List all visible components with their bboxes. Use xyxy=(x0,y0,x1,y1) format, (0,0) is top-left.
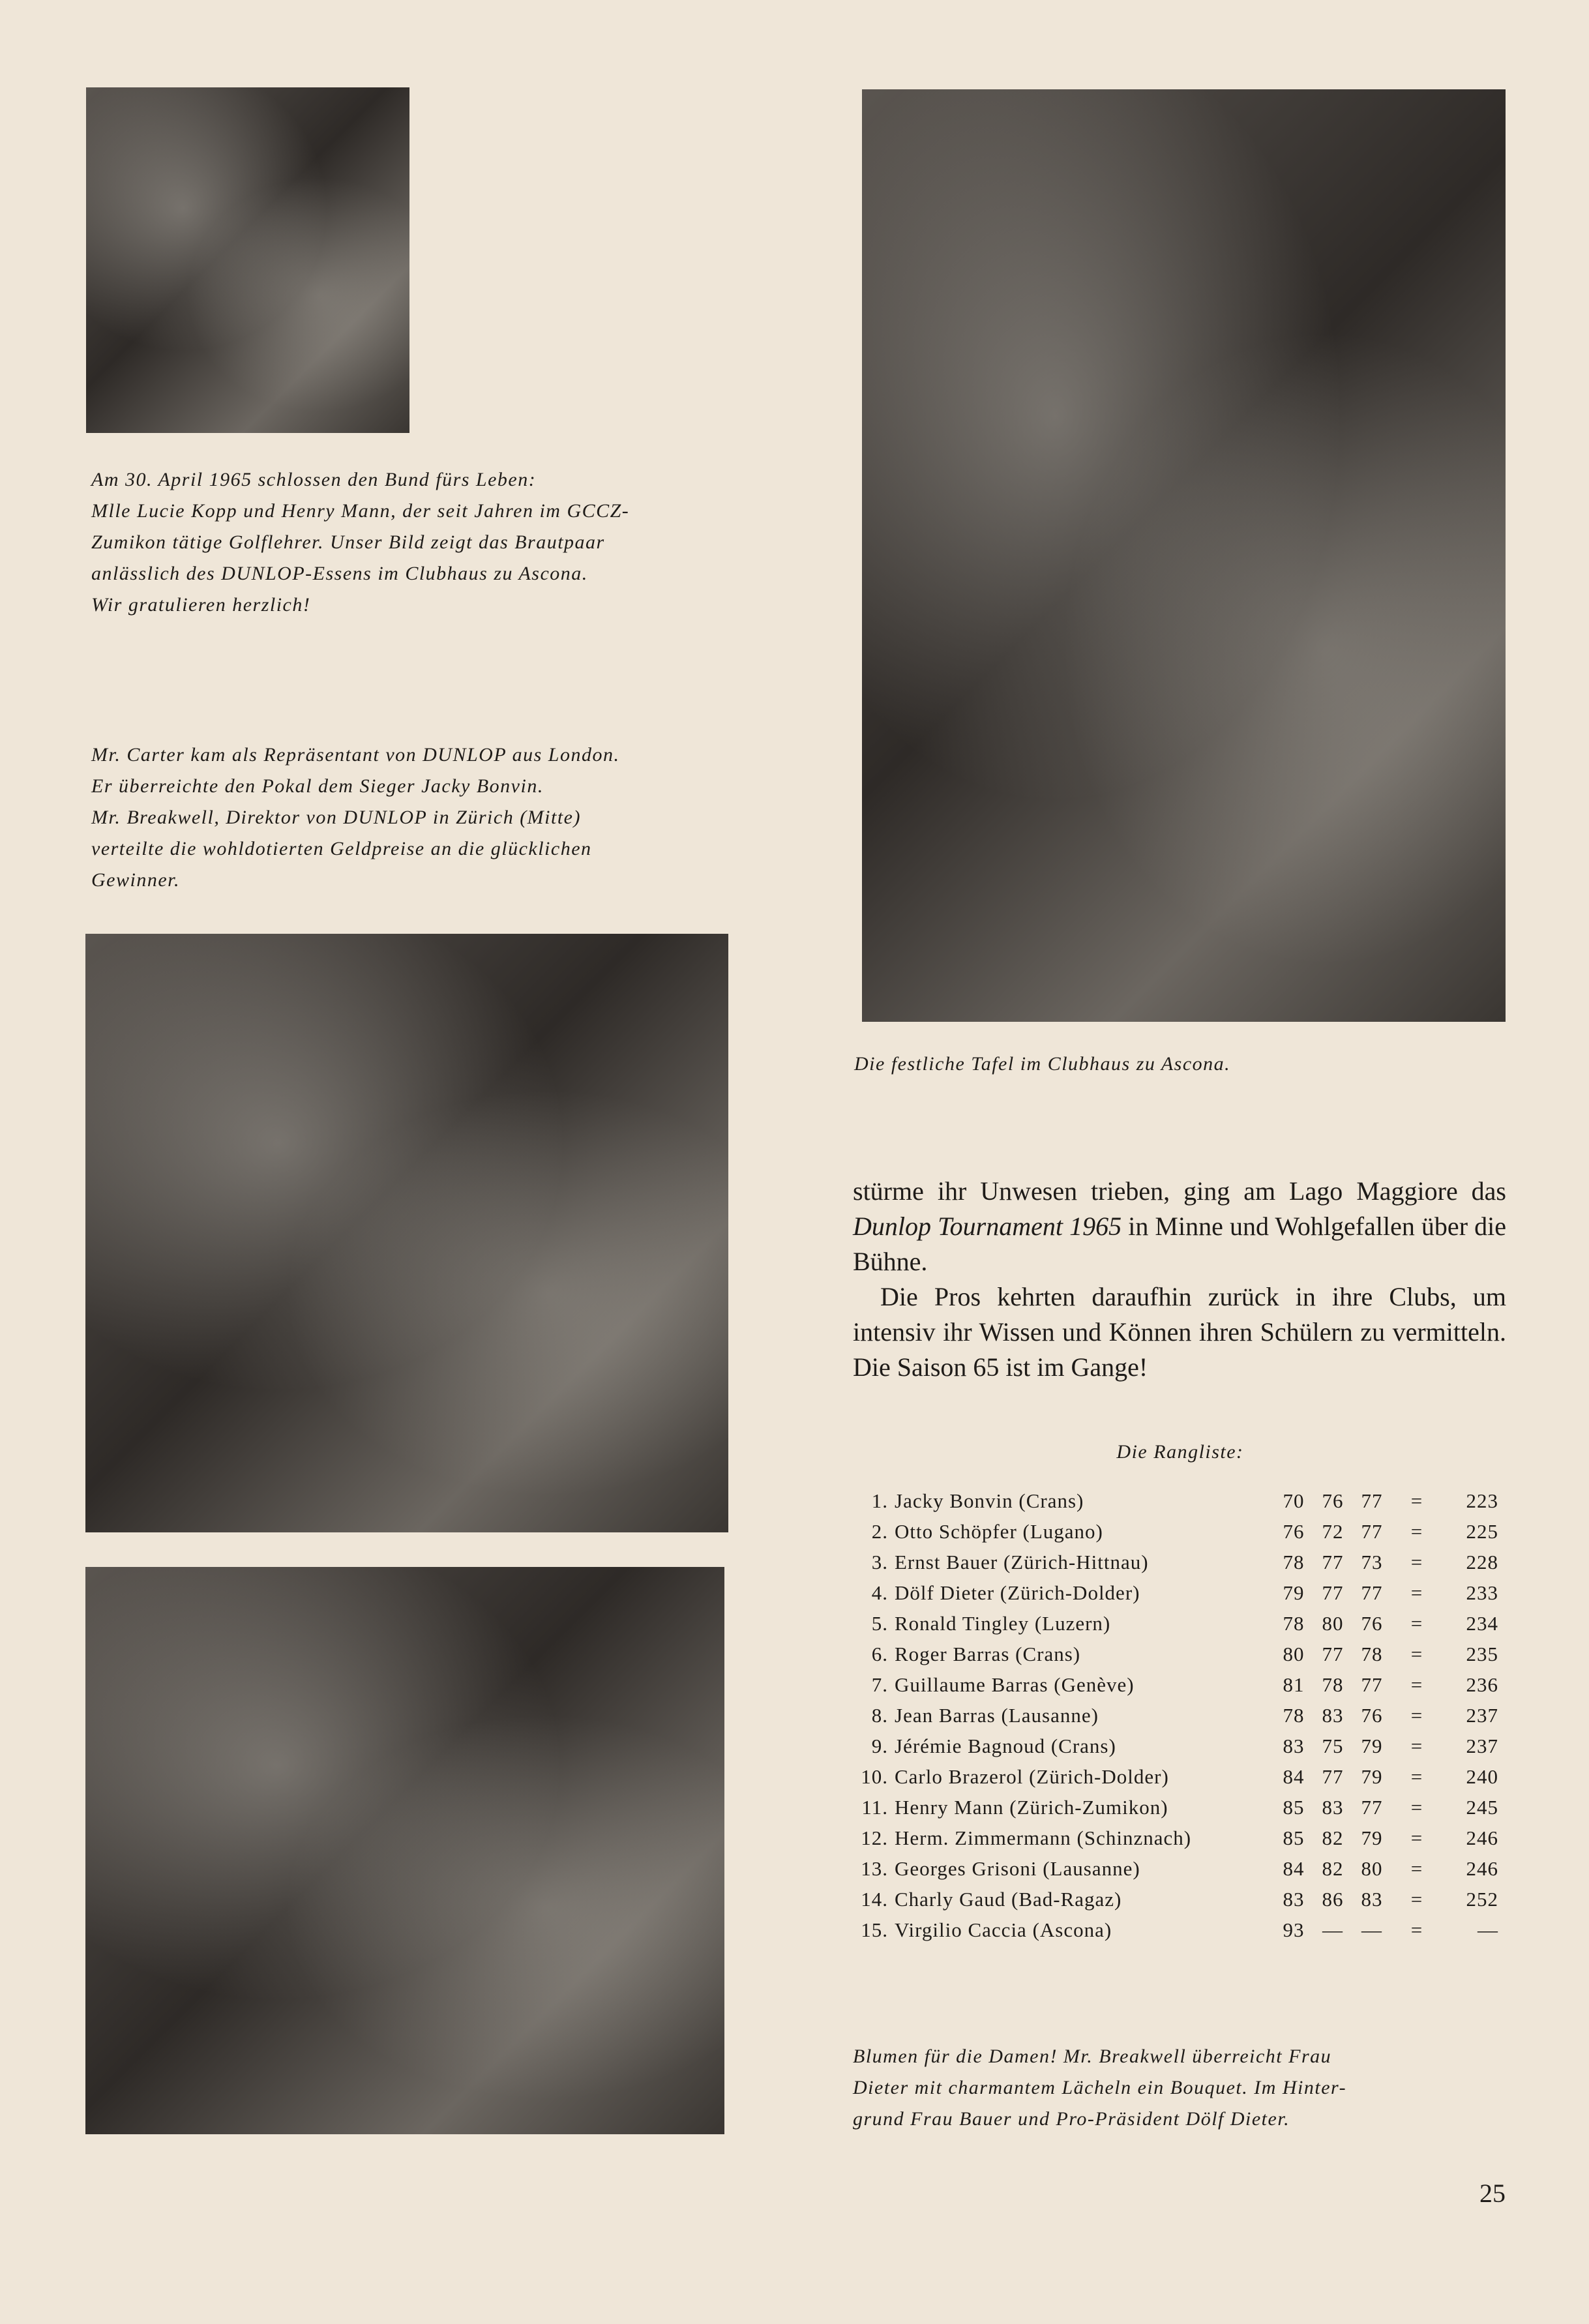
table-row xyxy=(854,1792,1498,1823)
round-3-score: 77 xyxy=(1361,1581,1383,1604)
equals-sign: = xyxy=(1410,1581,1423,1604)
equals-sign: = xyxy=(1410,1642,1423,1665)
round-2-score: 76 xyxy=(1322,1489,1344,1512)
equals-sign: = xyxy=(1410,1765,1423,1788)
player-name: Jacky Bonvin (Crans) xyxy=(895,1489,1084,1512)
caption-line: grund Frau Bauer und Pro-Präsident Dölf Dieter. xyxy=(853,2108,1290,2130)
rank-position: 5. xyxy=(871,1611,888,1635)
round-2-score: 77 xyxy=(1322,1550,1344,1573)
table-row xyxy=(854,1485,1498,1516)
round-1-score: 76 xyxy=(1283,1519,1305,1543)
rank-position: 6. xyxy=(871,1642,888,1665)
round-2-score: 78 xyxy=(1322,1673,1344,1696)
round-2-score: 80 xyxy=(1322,1611,1344,1635)
table-row xyxy=(854,1608,1498,1639)
player-name: Otto Schöpfer (Lugano) xyxy=(895,1519,1103,1543)
total-score: 225 xyxy=(1466,1519,1498,1543)
round-1-score: 84 xyxy=(1283,1765,1305,1788)
round-2-score: 83 xyxy=(1322,1795,1344,1819)
rank-position: 3. xyxy=(871,1550,888,1573)
round-1-score: 81 xyxy=(1283,1673,1305,1696)
total-score: 252 xyxy=(1466,1887,1498,1911)
caption-line: Die festliche Tafel im Clubhaus zu Ascona. xyxy=(854,1053,1231,1075)
table-row xyxy=(854,1639,1498,1669)
equals-sign: = xyxy=(1410,1611,1423,1635)
round-1-score: 70 xyxy=(1283,1489,1305,1512)
caption-line: Er überreichte den Pokal dem Sieger Jacky Bonvin. xyxy=(91,775,544,797)
rank-position: 9. xyxy=(871,1734,888,1757)
table-row xyxy=(854,1761,1498,1792)
caption-wedding xyxy=(91,464,742,621)
player-name: Herm. Zimmermann (Schinznach) xyxy=(895,1826,1192,1849)
round-1-score: 78 xyxy=(1283,1703,1305,1727)
total-score: — xyxy=(1478,1918,1498,1941)
round-2-score: 86 xyxy=(1322,1887,1344,1911)
equals-sign: = xyxy=(1410,1519,1423,1543)
page-number: 25 xyxy=(1479,2179,1506,2208)
tournament-title: Dunlop Tournament 1965 xyxy=(853,1212,1122,1241)
table-row xyxy=(854,1700,1498,1731)
round-2-score: 82 xyxy=(1322,1856,1344,1880)
ranking-table xyxy=(854,1485,1498,1945)
photo-flower-bouquet xyxy=(85,1567,724,2134)
round-3-score: — xyxy=(1361,1918,1382,1941)
table-row xyxy=(854,1731,1498,1761)
player-name: Virgilio Caccia (Ascona) xyxy=(895,1918,1112,1941)
equals-sign: = xyxy=(1410,1856,1423,1880)
total-score: 246 xyxy=(1466,1856,1498,1880)
table-row xyxy=(854,1577,1498,1608)
round-1-score: 78 xyxy=(1283,1611,1305,1635)
article-text: stürme ihr Unwesen trieben, ging am Lago Maggiore das xyxy=(853,1176,1506,1206)
equals-sign: = xyxy=(1410,1734,1423,1757)
equals-sign: = xyxy=(1410,1826,1423,1849)
ranking-title: Die Rangliste: xyxy=(1116,1441,1244,1463)
total-score: 246 xyxy=(1466,1826,1498,1849)
player-name: Charly Gaud (Bad-Ragaz) xyxy=(895,1887,1122,1911)
table-row xyxy=(854,1914,1498,1945)
round-2-score: 72 xyxy=(1322,1519,1344,1543)
caption-line: Mlle Lucie Kopp und Henry Mann, der seit Jahren im GCCZ- xyxy=(91,500,630,522)
caption-line: Am 30. April 1965 schlossen den Bund fürs Leben: xyxy=(91,469,537,490)
player-name: Ronald Tingley (Luzern) xyxy=(895,1611,1111,1635)
rank-position: 8. xyxy=(871,1703,888,1727)
round-1-score: 93 xyxy=(1283,1918,1305,1941)
round-2-score: 77 xyxy=(1322,1765,1344,1788)
equals-sign: = xyxy=(1410,1918,1423,1941)
round-3-score: 79 xyxy=(1361,1765,1383,1788)
round-1-score: 85 xyxy=(1283,1795,1305,1819)
round-2-score: 75 xyxy=(1322,1734,1344,1757)
round-2-score: 83 xyxy=(1322,1703,1344,1727)
total-score: 233 xyxy=(1466,1581,1498,1604)
table-row xyxy=(854,1823,1498,1853)
round-2-score: 77 xyxy=(1322,1581,1344,1604)
player-name: Henry Mann (Zürich-Zumikon) xyxy=(895,1795,1168,1819)
round-3-score: 83 xyxy=(1361,1887,1383,1911)
total-score: 235 xyxy=(1466,1642,1498,1665)
caption-line: verteilte die wohldotierten Geldpreise an die glücklichen xyxy=(91,838,592,859)
caption-line: Dieter mit charmantem Lächeln ein Bouquet. Im Hinter- xyxy=(853,2077,1347,2098)
rank-position: 14. xyxy=(861,1887,888,1911)
player-name: Roger Barras (Crans) xyxy=(895,1642,1081,1665)
equals-sign: = xyxy=(1410,1550,1423,1573)
total-score: 234 xyxy=(1466,1611,1498,1635)
round-3-score: 79 xyxy=(1361,1826,1383,1849)
rank-position: 13. xyxy=(861,1856,888,1880)
round-3-score: 79 xyxy=(1361,1734,1383,1757)
total-score: 223 xyxy=(1466,1489,1498,1512)
round-3-score: 78 xyxy=(1361,1642,1383,1665)
rank-position: 12. xyxy=(861,1826,888,1849)
caption-flowers xyxy=(853,2041,1505,2135)
equals-sign: = xyxy=(1410,1673,1423,1696)
player-name: Jérémie Bagnoud (Crans) xyxy=(895,1734,1116,1757)
rank-position: 2. xyxy=(871,1519,888,1543)
caption-dinner xyxy=(854,1049,1506,1080)
player-name: Georges Grisoni (Lausanne) xyxy=(895,1856,1140,1880)
round-3-score: 76 xyxy=(1361,1703,1383,1727)
caption-line: Wir gratulieren herzlich! xyxy=(91,594,311,616)
round-1-score: 78 xyxy=(1283,1550,1305,1573)
round-3-score: 77 xyxy=(1361,1519,1383,1543)
article-body xyxy=(853,1174,1506,1385)
player-name: Carlo Brazerol (Zürich-Dolder) xyxy=(895,1765,1169,1788)
caption-line: Blumen für die Damen! Mr. Breakwell überreicht Frau xyxy=(853,2046,1332,2067)
caption-line: anlässlich des DUNLOP-Essens im Clubhaus zu Ascona. xyxy=(91,563,588,584)
table-row xyxy=(854,1547,1498,1577)
rank-position: 1. xyxy=(871,1489,888,1512)
total-score: 240 xyxy=(1466,1765,1498,1788)
player-name: Jean Barras (Lausanne) xyxy=(895,1703,1099,1727)
rank-position: 11. xyxy=(861,1795,888,1819)
table-row xyxy=(854,1516,1498,1547)
article-text: in Minne und Wohlgefallen über die Bühne. xyxy=(853,1212,1506,1276)
article-paragraph-1 xyxy=(853,1174,1506,1279)
player-name: Ernst Bauer (Zürich-Hittnau) xyxy=(895,1550,1149,1573)
round-3-score: 77 xyxy=(1361,1795,1383,1819)
rank-position: 4. xyxy=(871,1581,888,1604)
round-2-score: — xyxy=(1322,1918,1343,1941)
round-1-score: 83 xyxy=(1283,1887,1305,1911)
player-name: Guillaume Barras (Genève) xyxy=(895,1673,1135,1696)
round-3-score: 77 xyxy=(1361,1489,1383,1512)
total-score: 245 xyxy=(1466,1795,1498,1819)
photo-festive-dinner xyxy=(862,89,1506,1022)
round-1-score: 80 xyxy=(1283,1642,1305,1665)
equals-sign: = xyxy=(1410,1795,1423,1819)
photo-trophy-presentation xyxy=(85,934,728,1532)
player-name: Dölf Dieter (Zürich-Dolder) xyxy=(895,1581,1140,1604)
total-score: 237 xyxy=(1466,1703,1498,1727)
total-score: 228 xyxy=(1466,1550,1498,1573)
caption-line: Zumikon tätige Golflehrer. Unser Bild zeigt das Brautpaar xyxy=(91,531,605,553)
equals-sign: = xyxy=(1410,1703,1423,1727)
caption-line: Gewinner. xyxy=(91,869,180,891)
article-paragraph-2: Die Pros kehrten daraufhin zurück in ihre Clubs, um intensiv ihr Wissen und Können ihren Schülern zu vermitteln. Die Saison 65 ist im Gange! xyxy=(853,1282,1506,1382)
rank-position: 15. xyxy=(861,1918,888,1941)
round-1-score: 84 xyxy=(1283,1856,1305,1880)
equals-sign: = xyxy=(1410,1887,1423,1911)
round-2-score: 82 xyxy=(1322,1826,1344,1849)
table-row xyxy=(854,1853,1498,1884)
caption-line: Mr. Breakwell, Direktor von DUNLOP in Zürich (Mitte) xyxy=(91,807,581,828)
round-3-score: 77 xyxy=(1361,1673,1383,1696)
caption-line: Mr. Carter kam als Repräsentant von DUNLOP aus London. xyxy=(91,744,620,766)
round-3-score: 73 xyxy=(1361,1550,1383,1573)
photo-wedding-couple xyxy=(86,87,409,433)
rank-position: 7. xyxy=(871,1673,888,1696)
round-3-score: 80 xyxy=(1361,1856,1383,1880)
round-3-score: 76 xyxy=(1361,1611,1383,1635)
table-row xyxy=(854,1669,1498,1700)
total-score: 236 xyxy=(1466,1673,1498,1696)
round-2-score: 77 xyxy=(1322,1642,1344,1665)
rank-position: 10. xyxy=(861,1765,888,1788)
caption-carter xyxy=(91,739,742,896)
round-1-score: 83 xyxy=(1283,1734,1305,1757)
total-score: 237 xyxy=(1466,1734,1498,1757)
table-row xyxy=(854,1884,1498,1914)
equals-sign: = xyxy=(1410,1489,1423,1512)
round-1-score: 85 xyxy=(1283,1826,1305,1849)
round-1-score: 79 xyxy=(1283,1581,1305,1604)
